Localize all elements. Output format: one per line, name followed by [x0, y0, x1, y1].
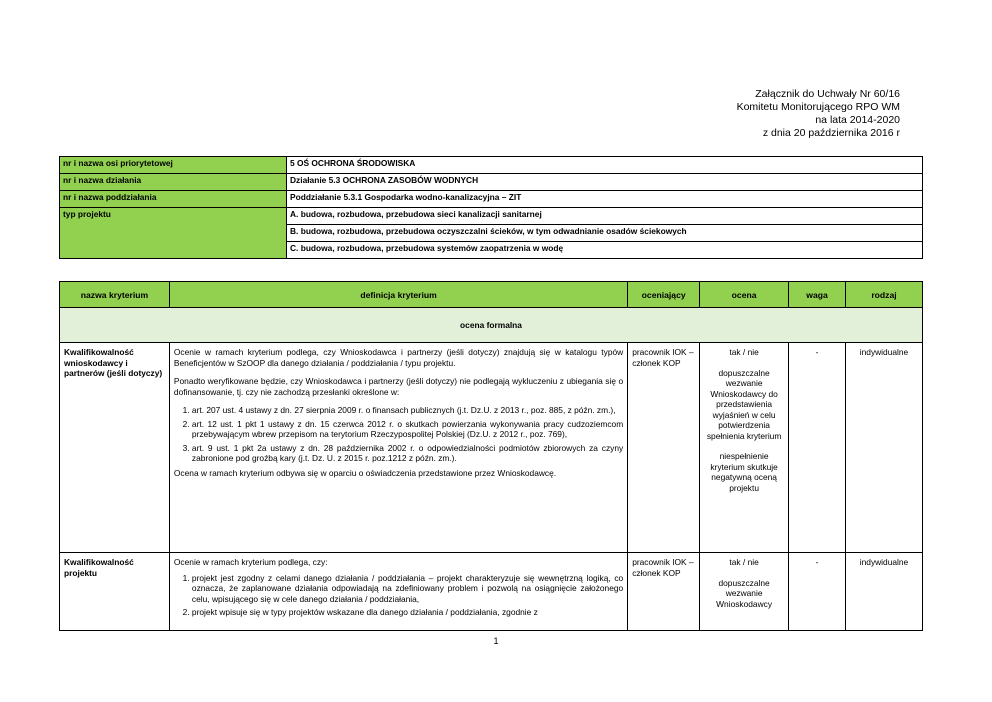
list-item: 1. art. 207 ust. 4 ustawy z dn. 27 sierpnia 2009 r. o finansach publicznych (j.t. Dz.U. z 2013 r., poz. 885, z późn. zm.),: [192, 405, 623, 416]
poddzialanie-value: Poddziałanie 5.3.1 Gospodarka wodno-kanalizacyjna – ZIT: [287, 191, 923, 208]
evaluation-note: dopuszczalne wezwanie Wnioskodawcy do przedstawienia wyjaśnień w celu potwierdzenia spełnienia kryterium: [706, 367, 782, 441]
definition-text: Ocenie w ramach kryterium podlega, czy:: [173, 557, 328, 567]
dzialanie-label: nr i nazwa działania: [60, 174, 287, 191]
evaluation-note: dopuszczalne wezwanie Wnioskodawcy: [716, 577, 773, 609]
os-value: 5 OŚ OCHRONA ŚRODOWISKA: [287, 157, 923, 174]
evaluation: [700, 343, 789, 553]
list-item: 2. art. 12 ust. 1 pkt 1 ustawy z dn. 15 czerwca 2012 r. o skutkach powierzania wykonywania pracy cudzoziemcom przebywającym wbrew przepisom na terytorium Rzeczypospolitej Polskiej (Dz.U. z 2012 r., poz. 769),: [192, 419, 623, 440]
definition-list: [174, 573, 623, 618]
typ-a: A. budowa, rozbudowa, przebudowa sieci kanalizacji sanitarnej: [287, 208, 923, 225]
project-info-table: [59, 156, 923, 259]
evaluator: pracownik IOK – członek KOP: [628, 343, 700, 553]
col-waga: waga: [789, 282, 846, 308]
list-item: 3. art. 9 ust. 1 pkt 2a ustawy z dn. 28 października 2002 r. o odpowiedzialności podmiotów zbiorowych za czyny zabronione pod groźbą kary (j.t. Dz. U. z 2015 r. poz.1212 z późn. zm.).: [192, 443, 623, 464]
criteria-table: [59, 281, 923, 631]
criterion-type: indywidualne: [845, 343, 922, 553]
definition-text: Ocena w ramach kryterium odbywa się w oparciu o oświadczenia przedstawione przez Wnioskodawcę.: [173, 467, 557, 478]
col-nazwa: nazwa kryterium: [60, 282, 170, 308]
weight: -: [789, 343, 846, 553]
note-line-4: z dnia 20 października 2016 r: [762, 127, 900, 139]
list-item: 2. projekt wpisuje się w typy projektów wskazane dla danego działania / poddziałania, zgodnie z: [192, 607, 623, 618]
page-number: 1: [493, 636, 499, 646]
criterion-name: Kwalifikowalność projektu: [60, 553, 170, 631]
typ-label: typ projektu: [60, 208, 287, 259]
table-row: [60, 553, 923, 631]
dzialanie-value: Działanie 5.3 OCHRONA ZASOBÓW WODNYCH: [287, 174, 923, 191]
evaluator: pracownik IOK – członek KOP: [628, 553, 700, 631]
criterion-name: Kwalifikowalność wnioskodawcy i partnerów (jeśli dotyczy): [60, 343, 170, 553]
weight: -: [789, 553, 846, 631]
evaluation-yes-no: tak / nie: [729, 347, 759, 357]
col-ocena: ocena: [700, 282, 789, 308]
note-line-2: Komitetu Monitorującego RPO WM: [736, 101, 900, 113]
criterion-definition: [169, 343, 627, 553]
col-oceniajacy: oceniający: [628, 282, 700, 308]
note-line-3: na lata 2014-2020: [815, 114, 900, 126]
note-line-1: Załącznik do Uchwały Nr 60/16: [755, 88, 900, 100]
poddzialanie-label: nr i nazwa poddziałania: [60, 191, 287, 208]
criterion-type: indywidualne: [845, 553, 922, 631]
evaluation: [700, 553, 789, 631]
list-item: 1. projekt jest zgodny z celami danego działania / poddziałania – projekt charakteryzuje się wewnętrzną logiką, co oznacza, że zaplanowane działania odpowiadają na zdefiniowany problem i pozwolą na osiągnięcie założonego celu, wpisującego się w cele danego działania / poddziałania,: [192, 573, 623, 605]
evaluation-note: niespełnienie kryterium skutkuje negatywną oceną projektu: [710, 451, 778, 493]
definition-text: Ocenie w ramach kryterium podlega, czy Wnioskodawca i partnerzy (jeśli dotyczy) znajdują się w katalogu typów Beneficjentów w SzOOP dla danego działania / poddziałania / typu projektu.: [173, 347, 624, 368]
typ-c: C. budowa, rozbudowa, przebudowa systemów zaopatrzenia w wodę: [287, 242, 923, 259]
table-row: [60, 343, 923, 553]
definition-text: Ponadto weryfikowane będzie, czy Wnioskodawca i partnerzy (jeśli dotyczy) nie podlegają wykluczeniu z ubiegania się o dofinansowanie, tj. czy nie zachodzą przesłanki określone w:: [173, 376, 624, 397]
col-definicja: definicja kryterium: [169, 282, 627, 308]
criterion-definition: [169, 553, 627, 631]
typ-b: B. budowa, rozbudowa, przebudowa oczyszczalni ścieków, w tym odwadnianie osadów ściekowych: [287, 225, 923, 242]
attachment-note: [600, 88, 900, 140]
os-label: nr i nazwa osi priorytetowej: [60, 157, 287, 174]
col-rodzaj: rodzaj: [845, 282, 922, 308]
section-ocena-formalna: ocena formalna: [60, 308, 923, 343]
evaluation-yes-no: tak / nie: [729, 557, 759, 567]
definition-list: [174, 405, 623, 464]
